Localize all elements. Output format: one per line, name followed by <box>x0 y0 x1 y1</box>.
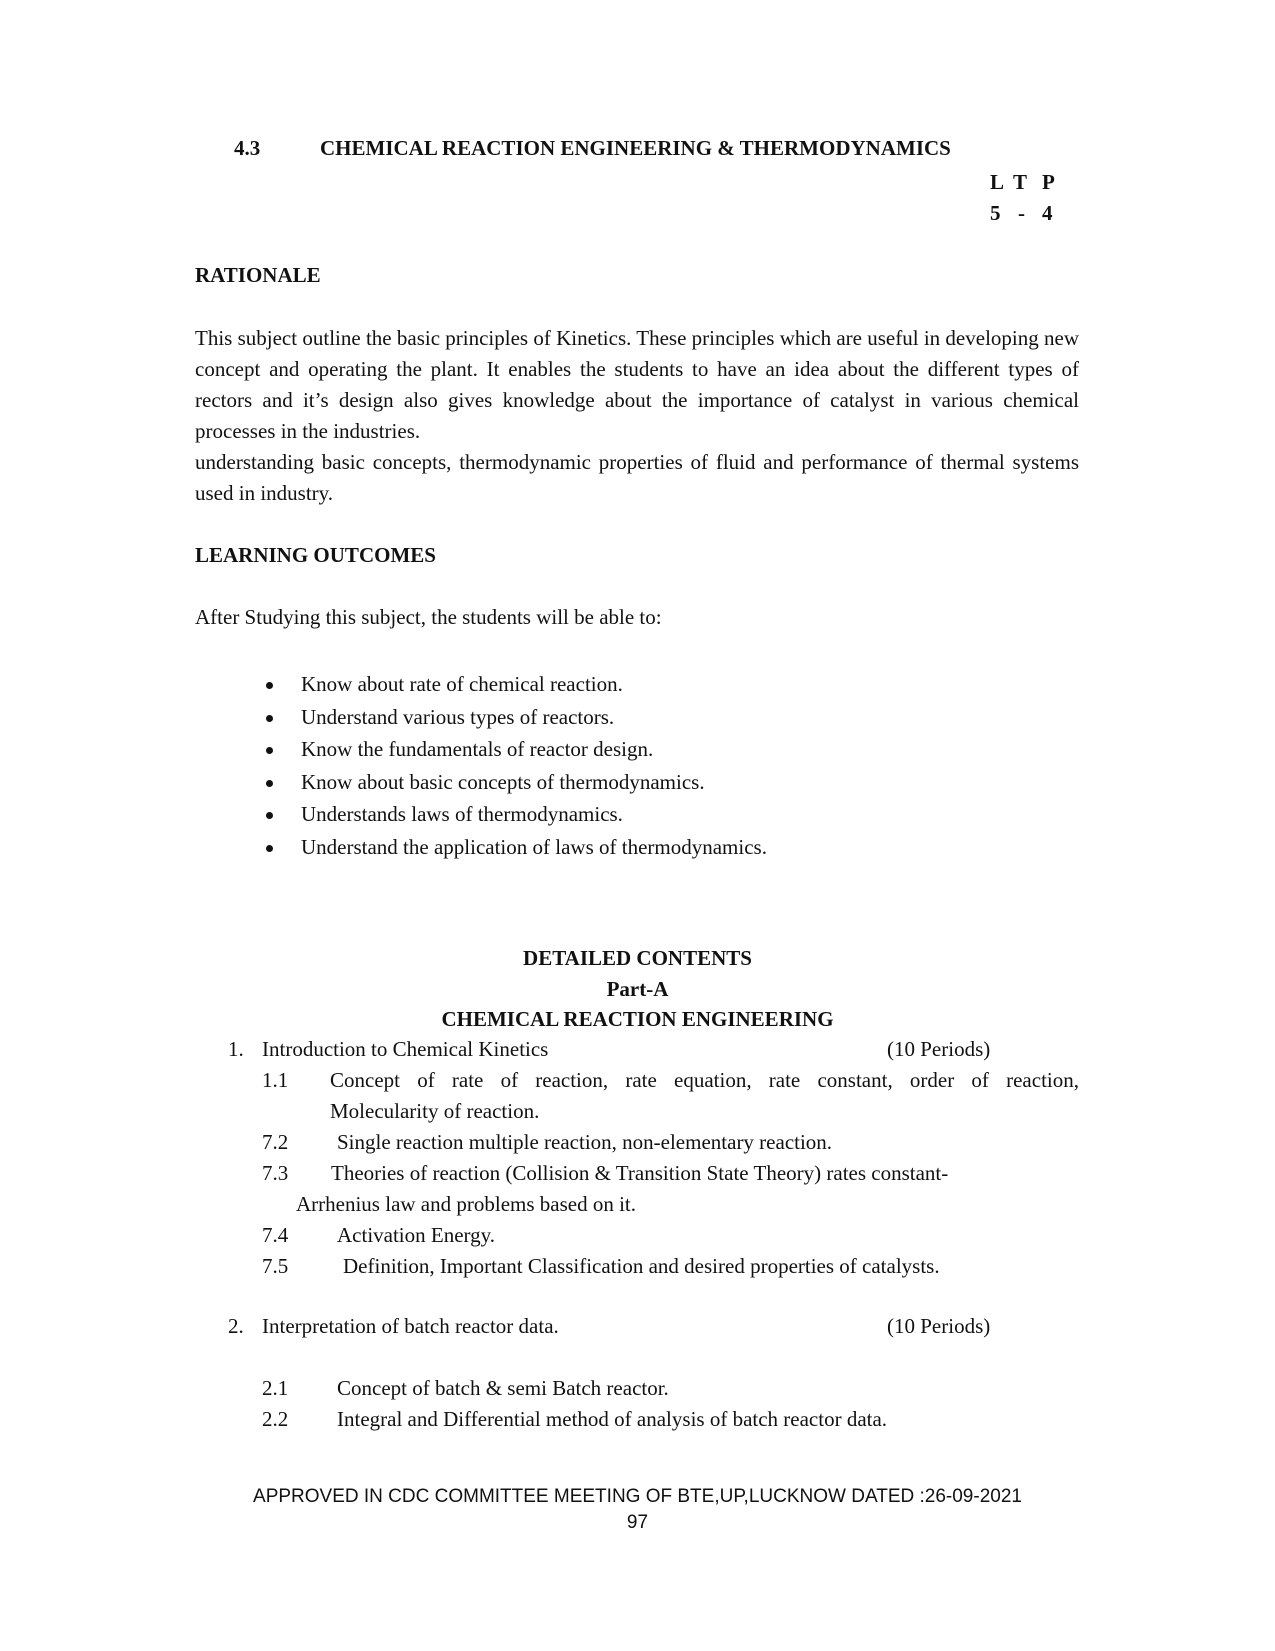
unit-periods: (10 Periods) <box>887 1037 991 1061</box>
page-title: CHEMICAL REACTION ENGINEERING & THERMODYNAMICS <box>320 136 951 160</box>
ltp-label-p: P <box>1042 170 1055 194</box>
topic-text: Activation Energy. <box>337 1223 496 1247</box>
list-item: Understand various types of reactors. <box>260 701 767 734</box>
ltp-value-l: 5 <box>990 201 1001 225</box>
bullet-icon <box>266 780 273 787</box>
page-number: 97 <box>626 1512 649 1533</box>
list-item: Understand the application of laws of thermodynamics. <box>260 831 767 864</box>
bullet-icon <box>266 812 273 819</box>
topic-number: 7.2 <box>262 1130 289 1154</box>
contents-heading: DETAILED CONTENTS <box>523 946 752 970</box>
topic-number: 7.4 <box>262 1223 289 1247</box>
outcomes-list <box>260 668 767 864</box>
rationale-paragraph-1: This subject outline the basic principles of Kinetics. These principles which are useful in developing new concept and operating the plant. It enables the students to have an idea about the different types of rectors and it’s design also gives knowledge about the importance of catalyst in various chemical processes in the industries. <box>195 326 1079 443</box>
outcomes-intro: After Studying this subject, the students will be able to: <box>195 605 662 629</box>
topic-text: Integral and Differential method of analysis of batch reactor data. <box>337 1407 888 1431</box>
ltp-label-l: L <box>990 170 1005 194</box>
section-number: 4.3 <box>234 136 261 160</box>
unit-title: Interpretation of batch reactor data. <box>262 1314 559 1338</box>
topic-number: 7.5 <box>262 1254 289 1278</box>
topic-text: Concept of batch & semi Batch reactor. <box>337 1376 669 1400</box>
list-item: Know about rate of chemical reaction. <box>260 668 767 701</box>
bullet-icon <box>266 747 273 754</box>
topic-text: Definition, Important Classification and desired properties of catalysts. <box>343 1254 940 1278</box>
list-item: Understands laws of thermodynamics. <box>260 798 767 831</box>
topic-number: 2.1 <box>262 1376 289 1400</box>
rationale-paragraph-2: understanding basic concepts, thermodynamic properties of fluid and performance of thermal systems used in industry. <box>195 450 1079 505</box>
unit-title: Introduction to Chemical Kinetics <box>262 1037 549 1061</box>
bullet-icon <box>266 845 273 852</box>
unit-periods: (10 Periods) <box>887 1314 991 1338</box>
topic-text-continued: Molecularity of reaction. <box>330 1099 540 1123</box>
topic-number: 2.2 <box>262 1407 289 1431</box>
topic-number: 1.1 <box>262 1068 289 1092</box>
approval-footer: APPROVED IN CDC COMMITTEE MEETING OF BTE,UP,LUCKNOW DATED :26-09-2021 <box>253 1486 1022 1507</box>
topic-number: 7.3 <box>262 1161 289 1185</box>
bullet-icon <box>266 682 273 689</box>
ltp-value-t: - <box>1018 201 1025 225</box>
list-item: Know about basic concepts of thermodynamics. <box>260 766 767 799</box>
list-item: Know the fundamentals of reactor design. <box>260 733 767 766</box>
topic-text: Single reaction multiple reaction, non-elementary reaction. <box>337 1130 833 1154</box>
topic-text: Theories of reaction (Collision & Transition State Theory) rates constant- <box>331 1161 949 1185</box>
part-title: CHEMICAL REACTION ENGINEERING <box>441 1007 834 1031</box>
unit-number: 1. <box>228 1037 244 1061</box>
rationale-heading: RATIONALE <box>195 263 321 287</box>
topic-text: Concept of rate of reaction, rate equation, rate constant, order of reaction, <box>330 1068 1079 1092</box>
topic-text-continued: Arrhenius law and problems based on it. <box>296 1192 637 1216</box>
part-label: Part-A <box>606 977 669 1001</box>
unit-number: 2. <box>228 1314 244 1338</box>
outcomes-heading: LEARNING OUTCOMES <box>195 543 436 567</box>
ltp-label-t: T <box>1013 170 1028 194</box>
bullet-icon <box>266 715 273 722</box>
rationale-text <box>195 323 1079 509</box>
ltp-value-p: 4 <box>1042 201 1053 225</box>
